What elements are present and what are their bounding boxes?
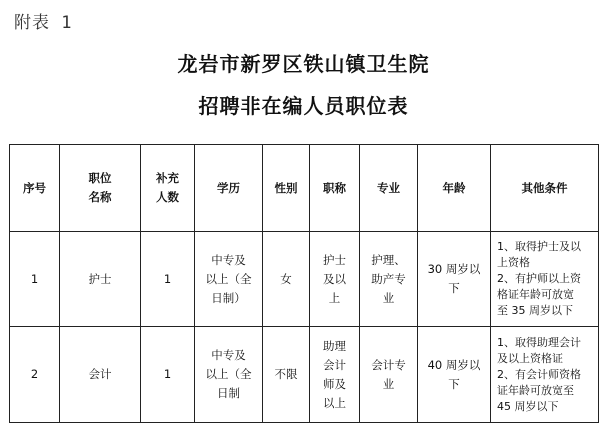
cell-text: 45 周岁以下 xyxy=(497,399,559,413)
cell-text: 助产专 xyxy=(371,271,406,286)
cell-text: 护士 xyxy=(323,252,346,267)
cell-text: 及以上资格证 xyxy=(497,351,563,365)
header-text: 其他条件 xyxy=(521,180,568,195)
cell-no: 2 xyxy=(10,327,60,423)
cell-text: 1、取得护士及以 xyxy=(497,240,581,253)
cell-position: 护士 xyxy=(60,232,141,327)
cell-text: 日制 xyxy=(217,386,240,400)
header-position xyxy=(60,145,141,232)
table-row xyxy=(10,232,599,327)
cell-text: 护理、 xyxy=(371,252,406,267)
cell-title xyxy=(310,327,360,423)
header-text: 专业 xyxy=(377,180,400,195)
cell-education xyxy=(195,232,263,327)
header-education xyxy=(195,145,263,232)
cell-text: 1、取得助理会计 xyxy=(497,335,581,349)
cell-text: 上资格 xyxy=(497,256,530,269)
cell-no: 1 xyxy=(10,232,60,327)
cell-text: 助理 xyxy=(323,338,346,353)
cell-text: 证年龄可放宽至 xyxy=(497,383,574,397)
cell-text: 会计专 xyxy=(371,357,406,372)
cell-text: 日制） xyxy=(211,290,246,305)
header-gender xyxy=(263,145,310,232)
cell-text: 以上（全 xyxy=(205,271,252,286)
header-text: 人数 xyxy=(156,190,179,204)
cell-text: 2、有会计师资格 xyxy=(497,367,581,381)
header-title xyxy=(310,145,360,232)
cell-text: 及以 xyxy=(323,271,346,286)
position-table xyxy=(9,144,599,423)
header-text: 学历 xyxy=(217,180,240,195)
cell-age xyxy=(418,232,491,327)
header-text: 名称 xyxy=(88,190,112,204)
header-age xyxy=(418,145,491,232)
cell-other xyxy=(491,232,599,327)
attachment-label: 附表 1 xyxy=(14,13,73,33)
header-major xyxy=(360,145,418,232)
header-text: 年龄 xyxy=(442,180,466,195)
cell-text: 中专及 xyxy=(211,348,246,362)
cell-text: 中专及 xyxy=(211,252,246,267)
cell-education xyxy=(195,327,263,423)
cell-major xyxy=(360,232,418,327)
cell-major xyxy=(360,327,418,423)
header-text: 职称 xyxy=(323,180,346,195)
header-other xyxy=(491,145,599,232)
cell-gender: 不限 xyxy=(263,327,310,423)
cell-text: 业 xyxy=(382,376,395,391)
cell-count: 1 xyxy=(141,327,195,423)
cell-text: 下 xyxy=(448,281,460,295)
header-text: 性别 xyxy=(274,180,298,195)
header-text: 补充 xyxy=(156,171,179,185)
header-text: 序号 xyxy=(23,180,46,195)
cell-text: 以上（全 xyxy=(205,367,252,381)
cell-text: 业 xyxy=(382,290,395,305)
cell-text: 40 周岁以 xyxy=(427,357,481,372)
cell-text: 格证年龄可放宽 xyxy=(497,288,574,301)
header-no xyxy=(10,145,60,232)
document-title-line2: 招聘非在编人员职位表 xyxy=(198,94,409,118)
cell-text: 上 xyxy=(328,290,341,305)
document-title-line1: 龙岩市新罗区铁山镇卫生院 xyxy=(177,52,430,76)
cell-text: 30 周岁以 xyxy=(427,262,481,276)
cell-text: 下 xyxy=(448,376,460,391)
cell-gender: 女 xyxy=(263,232,310,327)
cell-other xyxy=(491,327,599,423)
cell-text: 至 35 周岁以下 xyxy=(497,304,573,317)
cell-text: 2、有护师以上资 xyxy=(497,272,581,285)
table-row xyxy=(10,327,599,423)
cell-position: 会计 xyxy=(60,327,141,423)
cell-title xyxy=(310,232,360,327)
header-text: 职位 xyxy=(88,171,112,185)
cell-text: 会计 xyxy=(323,357,346,372)
table-header-row xyxy=(10,145,599,232)
cell-count: 1 xyxy=(141,232,195,327)
cell-age xyxy=(418,327,491,423)
cell-text: 以上 xyxy=(323,395,346,410)
header-count xyxy=(141,145,195,232)
cell-text: 师及 xyxy=(323,376,346,391)
